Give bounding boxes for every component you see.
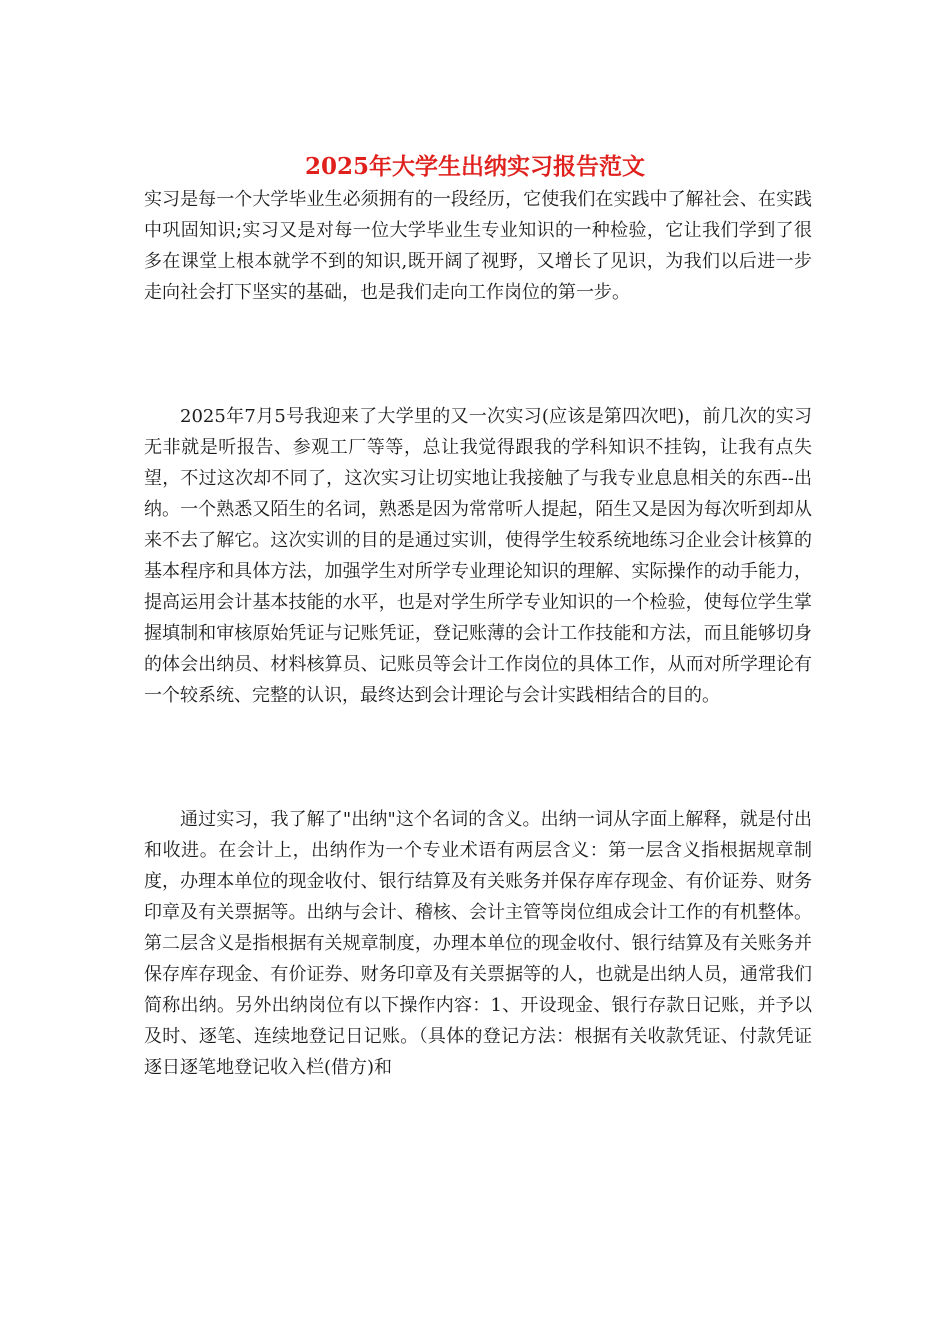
paragraph-cashier-meaning: 通过实习，我了解了"出纳"这个名词的含义。出纳一词从字面上解释，就是付出和收进。在会计上，出纳作为一个专业术语有两层含义：第一层含义指根据规章制度，办理本单位的现金收付、银行结算及有关账务并保存库存现金、有价证券、财务印章及有关票据等。出纳与会计、稽核、会计主管等岗位组成会计工作的有机整体。第二层含义是指根据有关规章制度，办理本单位的现金收付、银行结算及有关账务并保存库存现金、有价证券、财务印章及有关票据等的人，也就是出纳人员，通常我们简称出纳。另外出纳岗位有以下操作内容：1、开设现金、银行存款日记账，并予以及时、逐笔、连续地登记日记账。（具体的登记方法：根据有关收款凭证、付款凭证逐日逐笔地登记收入栏(借方)和 [144, 809, 812, 1078]
paragraph-intro: 实习是每一个大学毕业生必须拥有的一段经历，它使我们在实践中了解社会、在实践中巩固知识;实习又是对每一位大学毕业生专业知识的一种检验，它让我们学到了很多在课堂上根本就学不到的知识,既开阔了视野，又增长了见识，为我们以后进一步走向社会打下坚实的基础，也是我们走向工作岗位的第一步。 [144, 189, 812, 303]
document-body [144, 184, 812, 1083]
paragraph-gap [144, 711, 812, 804]
paragraph-internship: 2025年7月5号我迎来了大学里的又一次实习(应该是第四次吧)，前几次的实习无非就是听报告、参观工厂等等，总让我觉得跟我的学科知识不挂钩，让我有点失望，不过这次却不同了，这次实习让切实地让我接触了与我专业息息相关的东西--出纳。一个熟悉又陌生的名词，熟悉是因为常常听人提起，陌生又是因为每次听到却从来不去了解它。这次实训的目的是通过实训，使得学生较系统地练习企业会计核算的基本程序和具体方法，加强学生对所学专业理论知识的理解、实际操作的动手能力，提高运用会计基本技能的水平，也是对学生所学专业知识的一个检验，使每位学生掌握填制和审核原始凭证与记账凭证，登记账薄的会计工作技能和方法，而且能够切身的体会出纳员、材料核算员、记账员等会计工作岗位的具体工作，从而对所学理论有一个较系统、完整的认识，最终达到会计理论与会计实践相结合的目的。 [144, 406, 812, 706]
paragraph-gap [144, 308, 812, 401]
document-title: 2025年大学生出纳实习报告范文 [304, 153, 645, 180]
